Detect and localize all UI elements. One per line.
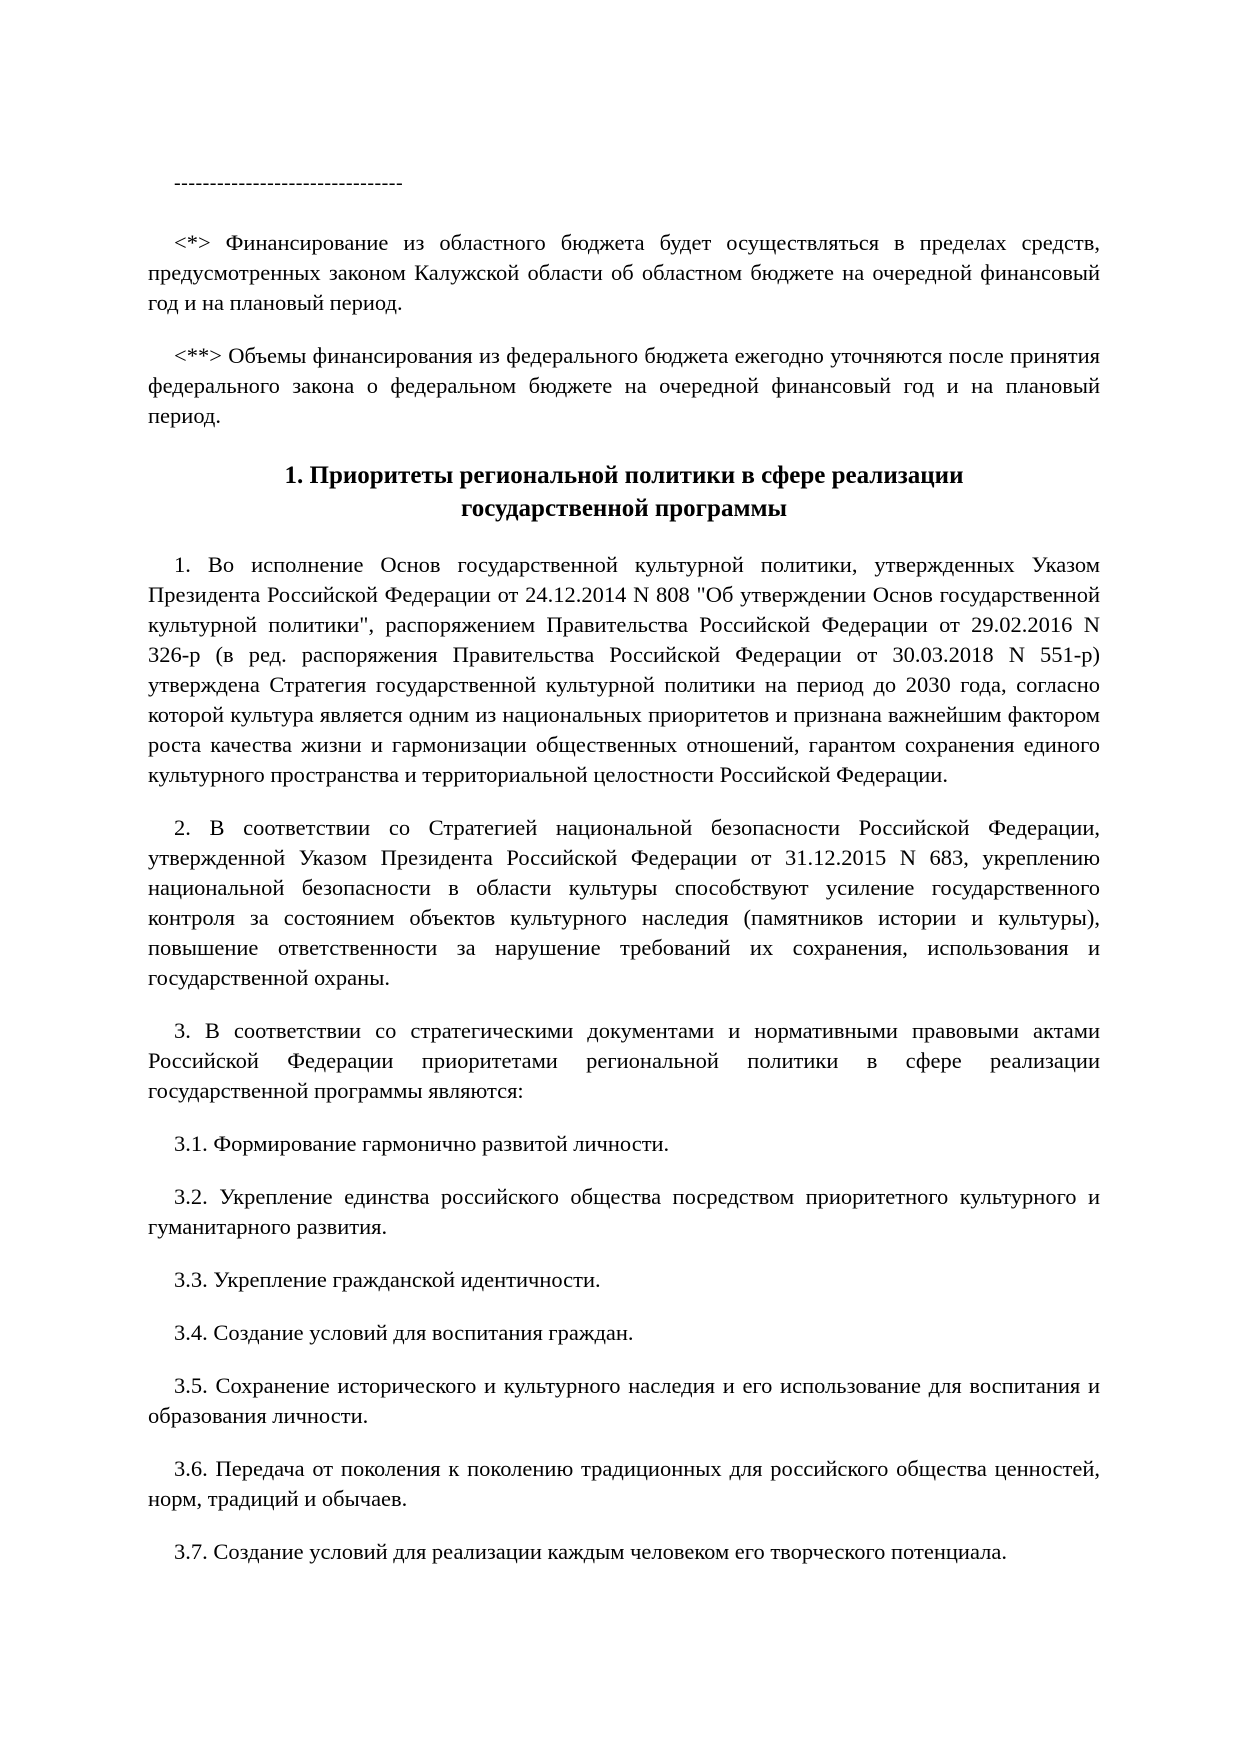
priority-item-3-1: 3.1. Формирование гармонично развитой личности. — [174, 1131, 670, 1156]
priority-item-3-2: 3.2. Укрепление единства российского общества посредством приоритетного культурного и гуманитарного развития. — [148, 1184, 1100, 1239]
priority-item-3-4: 3.4. Создание условий для воспитания граждан. — [174, 1320, 634, 1345]
paragraph-1: 1. Во исполнение Основ государственной культурной политики, утвержденных Указом Президента Российской Федерации от 24.12.2014 N 808 "Об утверждении Основ государственной культурной политики", распоряжением Правительства Российской Федерации от 29.02.2016 N 326-р (в ред. распоряжения Правительства Российской Федерации от 30.03.2018 N 551-р) утверждена Стратегия государственной культурной политики на период до 2030 года, согласно которой культура является одним из национальных приоритетов и признана важнейшим фактором роста качества жизни и гармонизации общественных отношений, гарантом сохранения единого культурного пространства и территориальной целостности Российской Федерации. — [148, 552, 1100, 787]
priority-item-3-7: 3.7. Создание условий для реализации каждым человеком его творческого потенциала. — [174, 1539, 1007, 1564]
section-title-line-1: 1. Приоритеты региональной политики в сфере реализации — [284, 462, 964, 489]
footnote-2: <**> Объемы финансирования из федерального бюджета ежегодно уточняются после принятия федерального закона о федеральном бюджете на очередной финансовый год и на плановый период. — [148, 343, 1100, 428]
priority-item-3-5: 3.5. Сохранение исторического и культурного наследия и его использование для воспитания и образования личности. — [148, 1373, 1100, 1428]
paragraph-3: 3. В соответствии со стратегическими документами и нормативными правовыми актами Российской Федерации приоритетами региональной политики в сфере реализации государственной программы являются: — [148, 1018, 1100, 1103]
priority-item-3-6: 3.6. Передача от поколения к поколению традиционных для российского общества ценностей, норм, традиций и обычаев. — [148, 1456, 1100, 1511]
section-title — [148, 459, 1100, 525]
footnote-separator: -------------------------------- — [174, 172, 404, 194]
paragraph-2: 2. В соответствии со Стратегией национальной безопасности Российской Федерации, утвержденной Указом Президента Российской Федерации от 31.12.2015 N 683, укреплению национальной безопасности в области культуры способствуют усиление государственного контроля за состоянием объектов культурного наследия (памятников истории и культуры), повышение ответственности за нарушение требований их сохранения, использования и государственной охраны. — [148, 815, 1100, 990]
page-content — [148, 168, 1100, 1567]
priority-item-3-3: 3.3. Укрепление гражданской идентичности. — [174, 1267, 601, 1292]
section-title-line-2: государственной программы — [460, 495, 788, 522]
footnote-1: <*> Финансирование из областного бюджета будет осуществляться в пределах средств, предусмотренных законом Калужской области об областном бюджете на очередной финансовый год и на плановый период. — [148, 230, 1100, 315]
